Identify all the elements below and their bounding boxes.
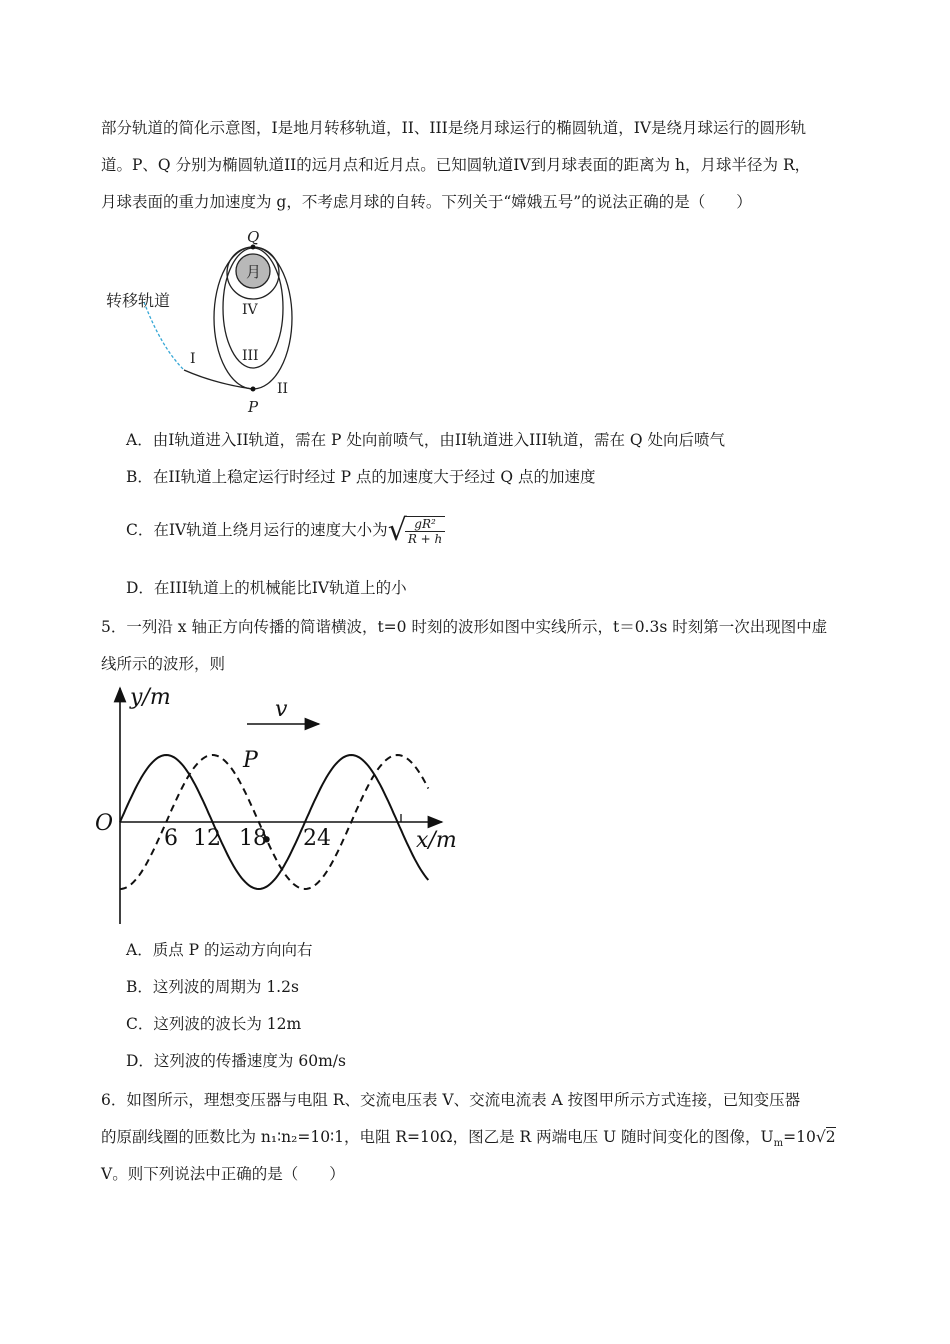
y-axis-label: y/m <box>130 685 171 710</box>
q5-option-b: B．这列波的周期为 1.2s <box>126 978 299 996</box>
x-tick-label-18: 18 <box>239 826 267 851</box>
intro-line-1: 部分轨道的简化示意图，I是地月转移轨道，II、III是绕月球运行的椭圆轨道，IV是绕月球运行的圆形轨 <box>101 119 807 137</box>
x-tick-label-6: 6 <box>164 826 178 851</box>
label-Q: Q <box>247 228 260 246</box>
q6-subscript: m <box>773 1138 784 1150</box>
q4-option-c <box>126 512 445 550</box>
transfer-orbit-dashed <box>144 302 184 370</box>
q6-line-2: 的原副线圈的匝数比为 n₁∶n₂=10∶1，电阻 R=10Ω，图乙是 R 两端电压 U 随时间变化的图像，$U_m=10√2$ <box>101 1128 836 1150</box>
q4-option-b: B．在II轨道上稳定运行时经过 P 点的加速度大于经过 Q 点的加速度 <box>126 468 596 486</box>
velocity-label: v <box>275 697 288 722</box>
label-III: III <box>242 348 259 364</box>
q6-line-1: 6．如图所示，理想变压器与电阻 R、交流电压表 V、交流电流表 A 按图甲所示方式连接，已知变压器 <box>101 1091 801 1109</box>
q5-option-c: C．这列波的波长为 12m <box>126 1015 302 1033</box>
label-I: I <box>190 351 196 367</box>
sqrt-expression: √ $\frac{\text{gR²}}{R + h}$ <box>388 512 446 550</box>
label-transfer: 转移轨道 <box>106 291 171 310</box>
label-P: P <box>248 398 259 416</box>
q4-option-c-text: C．在IV轨道上绕月运行的速度大小为 <box>126 521 388 539</box>
q5-line-1: 5．一列沿 x 轴正方向传播的简谐横波，t=0 时刻的波形如图中实线所示，t＝0.3s 时刻第一次出现图中虚 <box>101 618 828 636</box>
q6-line-3: V。则下列说法中正确的是（ ） <box>101 1165 345 1183</box>
frac-numerator: gR² <box>405 517 445 532</box>
intro-line-2: 道。P、Q 分别为椭圆轨道II的远月点和近月点。已知圆轨道IV到月球表面的距离为 h，月球半径为 R， <box>101 156 811 174</box>
frac-denominator: R + h <box>407 532 443 546</box>
point-P <box>251 387 256 392</box>
label-II: II <box>277 381 289 397</box>
q6-line-2-text: 的原副线圈的匝数比为 n₁∶n₂=10∶1，电阻 R=10Ω，图乙是 R 两端电压 U 随时间变化的图像，U <box>101 1128 774 1146</box>
orbit-diagram <box>96 222 316 417</box>
q4-option-a: A．由I轨道进入II轨道，需在 P 处向前喷气，由II轨道进入III轨道，需在 Q 处向后喷气 <box>126 431 726 449</box>
intro-line-3: 月球表面的重力加速度为 g，不考虑月球的自转。下列关于“嫦娥五号”的说法正确的是（ ） <box>101 193 752 211</box>
point-P-label: P <box>243 748 258 773</box>
x-tick-label-24: 24 <box>303 826 331 851</box>
origin-label: O <box>95 811 114 836</box>
q6-sqrt-body: 2 <box>825 1128 836 1146</box>
q6-equals: =10 <box>783 1128 816 1146</box>
label-IV: IV <box>242 302 258 318</box>
q5-option-a: A．质点 P 的运动方向向右 <box>126 941 313 959</box>
q5-option-d: D．这列波的传播速度为 60m/s <box>126 1052 346 1070</box>
x-tick-label-12: 12 <box>193 826 221 851</box>
wave-chart <box>90 682 470 927</box>
x-axis-label: x/m <box>416 828 457 853</box>
q5-line-2: 线所示的波形，则 <box>101 655 226 673</box>
q4-option-d: D．在III轨道上的机械能比IV轨道上的小 <box>126 579 407 597</box>
label-moon: 月 <box>246 263 262 281</box>
